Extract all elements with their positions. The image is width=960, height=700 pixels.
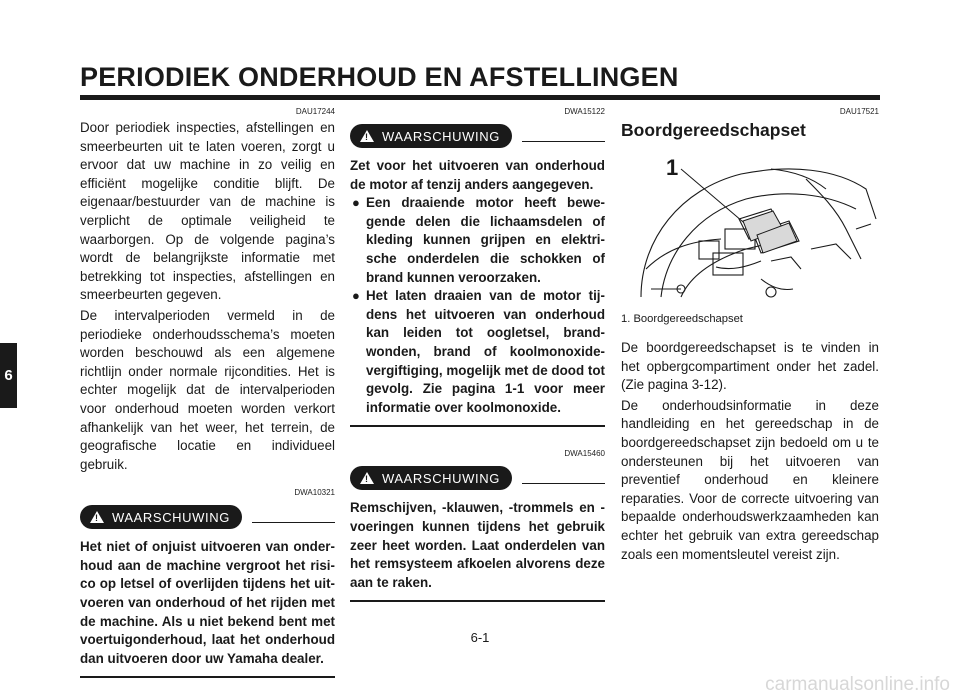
maintenance-paragraph: De onderhoudsinformatie in deze handleiding en het gereedschap in de boordgereedschapset zijn bedoeld om u te ondersteunen bij het uitvoeren van preventief onderhoud en kleinere reparaties. Voor de correcte uitvoering van bepaalde onderhoudswerkzaamheden kan echter het gebruik van extra gereedschap zoals een momentsleutel vereist zijn.: [621, 397, 879, 562]
warning-triangle-icon: !: [360, 130, 374, 142]
column-right: [621, 100, 879, 564]
page-number: 6-1: [470, 630, 490, 645]
warning-code: DWA10321: [294, 488, 335, 498]
toolkit-figure: [621, 149, 879, 299]
bullet-text: Het laten draaien van de motor tijdens het uitvoeren van onderhoud kan leiden tot oogletsel, brandwonden, brand of koolmonoxidevergiftiging, mogelijk met de dood tot gevolg. Zie pagina 1-1 voor meer informatie over koolmonoxide.: [366, 288, 605, 415]
warning-end-rule: [350, 600, 605, 602]
warning-header: [350, 123, 605, 149]
watermark: carmanualsonline.info: [765, 674, 950, 695]
warning-intro-text: Zet voor het uitvoeren van onderhoud de motor af tenzij anders aangegeven.: [350, 158, 605, 192]
warning-label: WAARSCHUWING: [112, 509, 230, 525]
figure-caption: 1. Boordgereedschapset: [621, 313, 743, 325]
location-paragraph: De boordgereedschapset is te vinden in het opbergcompartiment onder het zadel. (Zie pagina 3-12).: [621, 340, 879, 393]
warning-badge: [350, 124, 512, 148]
warning-triangle-icon: !: [360, 472, 374, 484]
warning-end-rule: [350, 425, 605, 427]
warning-text: Remschijven, -klauwen, -trommels en -voeringen kunnen tijdens het gebruik zeer heet worden. Laat onderdelen van het remsysteem afkoelen alvorens deze aan te raken.: [350, 500, 605, 590]
warning-code: DWA15460: [564, 449, 605, 459]
warning-rule: [522, 483, 605, 484]
warning-header: [80, 504, 335, 530]
warning-code: DWA15122: [564, 107, 605, 116]
warning-badge: [350, 466, 512, 490]
toolkit-illustration: [621, 149, 879, 299]
warning-text: Het niet of onjuist uitvoeren van onderhoud aan de machine vergroot het risico op letsel of overlijden tijdens het uitvoeren van onderhoud of het rijden met de machine. Als u niet bekend bent met voertuigonderhoud, laat het onderhoud dan uitvoeren door uw Yamaha dealer.: [80, 539, 335, 666]
warning-label: WAARSCHUWING: [382, 128, 500, 144]
warning-end-rule: [80, 676, 335, 678]
intro-paragraph: Door periodiek inspecties, afstellingen en smeerbeurten uit te laten voeren, zorgt u ervoor dat uw machine in zo veilig en efficiënt mogelijke conditie blijft. De eigenaar/bestuurder van de machine is verplicht de optimale veiligheid te waarborgen. Op de volgende pagina’s wordt de belangrijkste informatie met betrekking tot inspecties, afstellingen en smeerbeurten gegeven.: [80, 120, 335, 303]
warning-rule: [252, 522, 335, 523]
chapter-tab[interactable]: 6: [0, 343, 17, 408]
ref-code: DAU17244: [295, 107, 335, 116]
warning-rule: [522, 141, 605, 142]
interval-paragraph: De intervalperioden vermeld in de periodieke onderhoudsschema’s moeten worden beschouwd als een algemene richtlijn onder normale rijcondities. Het is echter mogelijk dat de intervalperioden voor onderhoud moeten worden verkort afhankelijk van het weer, het terrein, de geografische locatie en individueel gebruik.: [80, 307, 335, 472]
warning-label: WAARSCHUWING: [382, 470, 500, 486]
warning-intro: [350, 157, 605, 417]
column-middle: [350, 100, 605, 602]
bullet-item: [352, 194, 605, 287]
page-title: PERIODIEK ONDERHOUD EN AFSTELLINGEN: [80, 62, 679, 92]
column-left: [80, 100, 335, 678]
figure-callout-number: 1: [666, 155, 679, 180]
warning-badge: [80, 505, 242, 529]
section-title: Boordgereedschapset: [621, 120, 806, 140]
warning-triangle-icon: !: [90, 511, 104, 523]
ref-code: DAU17521: [839, 107, 879, 116]
bullet-text: Een draaiende motor heeft bewegende delen die lichaamsdelen of kleding kunnen grijpen en elektrische onderdelen die schokken of brand kunnen veroorzaken.: [366, 195, 605, 285]
bullet-icon: ●: [352, 195, 360, 211]
bullet-item: [352, 287, 605, 417]
warning-header: [350, 465, 605, 491]
bullet-icon: ●: [352, 288, 360, 304]
